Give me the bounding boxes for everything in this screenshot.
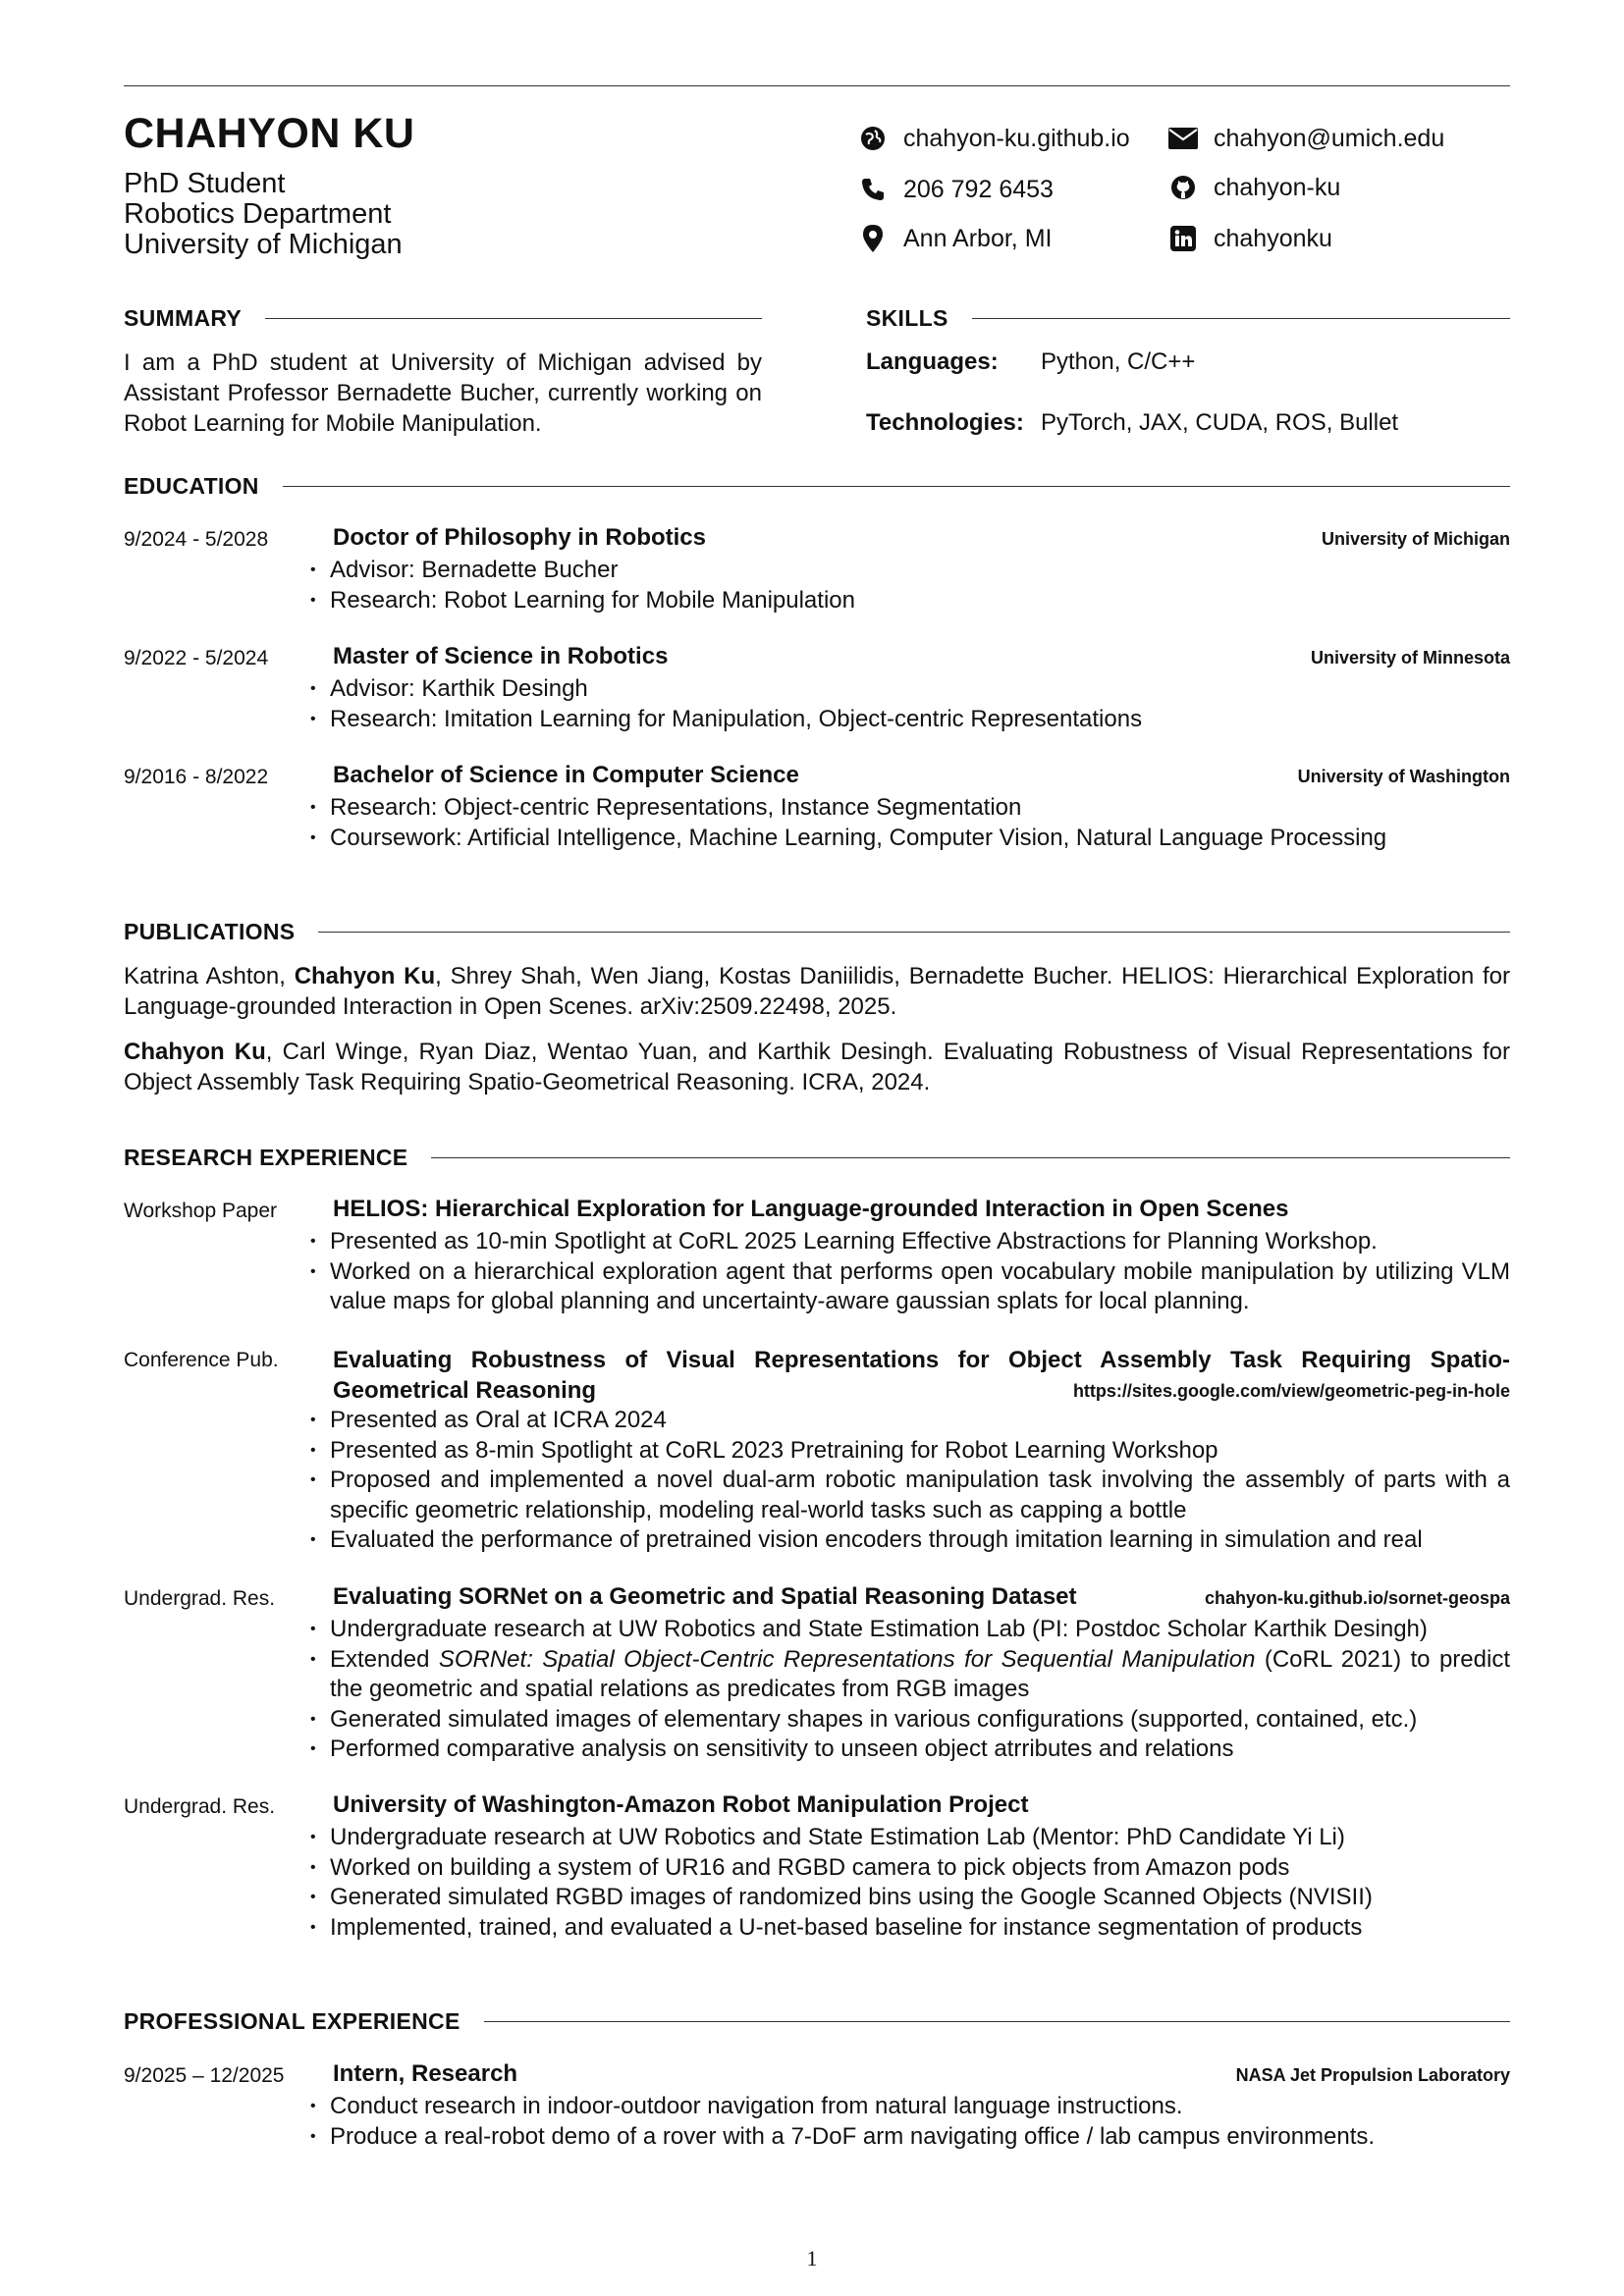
entry-organization: University of Michigan [1321,529,1510,549]
entry-bullet: • Conduct research in indoor-outdoor navigation from natural language instructions. [307,2092,1510,2122]
entry-bullet: • Advisor: Bernadette Bucher [307,556,1510,586]
research-heading: RESEARCH EXPERIENCE [124,1145,1510,1171]
entry-bullet: • Generated simulated images of elementary shapes in various configurations (supported, contained, etc.) [307,1705,1510,1735]
entry-date: 9/2025 – 12/2025 [124,2064,285,2087]
entry-title: University of Washington-Amazon Robot Manipulation Project [333,1791,1029,1818]
entry-bullet: • Research: Object-centric Representations, Instance Segmentation [307,793,1510,824]
entry-title: Evaluating Robustness of Visual Representations for Object Assembly Task Requiring Spatio-Geometrical Reasoning [333,1347,1510,1404]
entry-bullet: • Proposed and implemented a novel dual-arm robotic manipulation task involving the assembly of parts with a specific geometric relationship, modeling real-world tasks such as capping a bottle [307,1466,1510,1525]
entry-label: Undergrad. Res. [124,1795,276,1818]
globe-icon [858,124,888,153]
entry-bullet: • Presented as Oral at ICRA 2024 [307,1406,1510,1436]
entry-bullet: • Advisor: Karthik Desingh [307,674,1510,705]
author-highlight: Chahyon Ku [124,1039,266,1065]
skills-languages-value: Python, C/C++ [1041,348,1196,375]
entry-bullet: • Produce a real-robot demo of a rover with a 7-DoF arm navigating office / lab campus environments. [307,2122,1510,2153]
contact-linkedin[interactable] [1168,224,1332,253]
contact-location [858,224,1052,253]
entry-organization: University of Washington [1297,767,1510,786]
title-line: PhD Student [124,168,286,199]
top-rule [124,85,1510,86]
contact-website-text: chahyon-ku.github.io [903,124,1130,152]
entry-bullet: • Undergraduate research at UW Robotics and State Estimation Lab (Mentor: PhD Candidate Yi Li) [307,1823,1510,1853]
contact-email-text: chahyon@umich.edu [1214,124,1445,152]
entry-label: Undergrad. Res. [124,1587,276,1610]
entry-organization: NASA Jet Propulsion Laboratory [1235,2065,1510,2085]
entry-bullet: • Worked on a hierarchical exploration agent that performs open vocabulary mobile manipulation by utilizing VLM value maps for global planning and uncertainty-aware gaussian splats for local planning. [307,1257,1510,1317]
contact-email[interactable] [1168,124,1444,153]
entry-title: Master of Science in Robotics [333,643,669,669]
entry-date: 9/2022 - 5/2024 [124,647,269,669]
education-heading: EDUCATION [124,473,1510,500]
entry-organization: University of Minnesota [1310,648,1510,667]
entry-bullet: • Coursework: Artificial Intelligence, Machine Learning, Computer Vision, Natural Language Processing [307,824,1510,854]
summary-text: I am a PhD student at University of Michigan advised by Assistant Professor Bernadette Bucher, currently working on Robot Learning for Mobile Manipulation. [124,349,762,437]
title-line: University of Michigan [124,229,403,260]
entry-bullet: • Extended SORNet: Spatial Object-Centric Representations for Sequential Manipulation (CoRL 2021) to predict the geometric and spatial relations as predicates from RGB images [307,1645,1510,1705]
entry-title: HELIOS: Hierarchical Exploration for Language-grounded Interaction in Open Scenes [333,1196,1289,1222]
envelope-icon [1168,124,1198,153]
contact-website[interactable] [858,124,1130,153]
entry-bullet: • Worked on building a system of UR16 and RGBD camera to pick objects from Amazon pods [307,1853,1510,1884]
summary-heading: SUMMARY [124,305,762,332]
entry-title: Intern, Research [333,2060,518,2087]
contact-github-text: chahyon-ku [1214,173,1341,201]
entry-bullet: • Undergraduate research at UW Robotics and State Estimation Lab (PI: Postdoc Scholar Karthik Desingh) [307,1615,1510,1645]
entry-bullet: • Research: Imitation Learning for Manipulation, Object-centric Representations [307,705,1510,735]
entry-bullet: • Performed comparative analysis on sensitivity to unseen object atrributes and relations [307,1735,1510,1765]
resume-page [124,0,1510,2296]
entry-date: 9/2016 - 8/2022 [124,766,269,788]
contact-linkedin-text: chahyonku [1214,224,1332,252]
entry-title: Evaluating SORNet on a Geometric and Spatial Reasoning Dataset [333,1583,1077,1610]
skills-technologies-value: PyTorch, JAX, CUDA, ROS, Bullet [1041,409,1399,436]
entry-label: Conference Pub. [124,1349,279,1371]
entry-label: Workshop Paper [124,1200,278,1222]
cited-paper-title: SORNet: Spatial Object-Centric Representations for Sequential Manipulation [438,1645,1256,1673]
publication-item: Katrina Ashton, Chahyon Ku, Shrey Shah, Wen Jiang, Kostas Daniilidis, Bernadette Bucher. HELIOS: Hierarchical Exploration for Language-grounded Interaction in Open Scenes. arXiv:2509.22498, 2025. [124,963,1510,1020]
title-line: Robotics Department [124,198,392,230]
phone-icon [858,175,888,204]
publications-heading: PUBLICATIONS [124,919,1510,945]
entry-bullet: • Generated simulated RGBD images of randomized bins using the Google Scanned Objects (NVISII) [307,1883,1510,1913]
professional-heading: PROFESSIONAL EXPERIENCE [124,2008,1510,2035]
location-pin-icon [858,224,888,253]
entry-link[interactable]: chahyon-ku.github.io/sornet-geospa [1204,1588,1510,1608]
linkedin-icon [1168,224,1198,253]
skills-technologies-label: Technologies: [866,409,1024,436]
contact-phone-text: 206 792 6453 [903,175,1054,203]
contact-phone[interactable] [858,175,1054,204]
entry-title: Doctor of Philosophy in Robotics [333,524,706,551]
candidate-name: CHAHYON KU [124,110,415,157]
entry-bullet: • Research: Robot Learning for Mobile Manipulation [307,586,1510,616]
contact-github[interactable] [1168,173,1340,202]
entry-date: 9/2024 - 5/2028 [124,528,269,551]
entry-title: Bachelor of Science in Computer Science [333,762,799,788]
entry-bullet: • Evaluated the performance of pretrained vision encoders through imitation learning in simulation and real [307,1525,1510,1556]
page-number: 1 [806,2246,818,2270]
entry-bullet: • Presented as 8-min Spotlight at CoRL 2023 Pretraining for Robot Learning Workshop [307,1436,1510,1467]
entry-bullet: • Implemented, trained, and evaluated a U-net-based baseline for instance segmentation of products [307,1913,1510,1944]
skills-languages-label: Languages: [866,348,999,375]
contact-location-text: Ann Arbor, MI [903,224,1053,252]
publication-item: Chahyon Ku, Carl Winge, Ryan Diaz, Wentao Yuan, and Karthik Desingh. Evaluating Robustness of Visual Representations for Object Assembly Task Requiring Spatio-Geometrical Reasoning. ICRA, 2024. [124,1039,1511,1095]
author-highlight: Chahyon Ku [294,963,436,989]
candidate-title [124,169,403,260]
entry-link[interactable]: https://sites.google.com/view/geometric-peg-in-hole [1072,1381,1510,1401]
entry-bullet: • Presented as 10-min Spotlight at CoRL 2025 Learning Effective Abstractions for Planning Workshop. [307,1227,1510,1257]
github-icon [1168,173,1198,202]
skills-heading: SKILLS [866,305,1510,332]
